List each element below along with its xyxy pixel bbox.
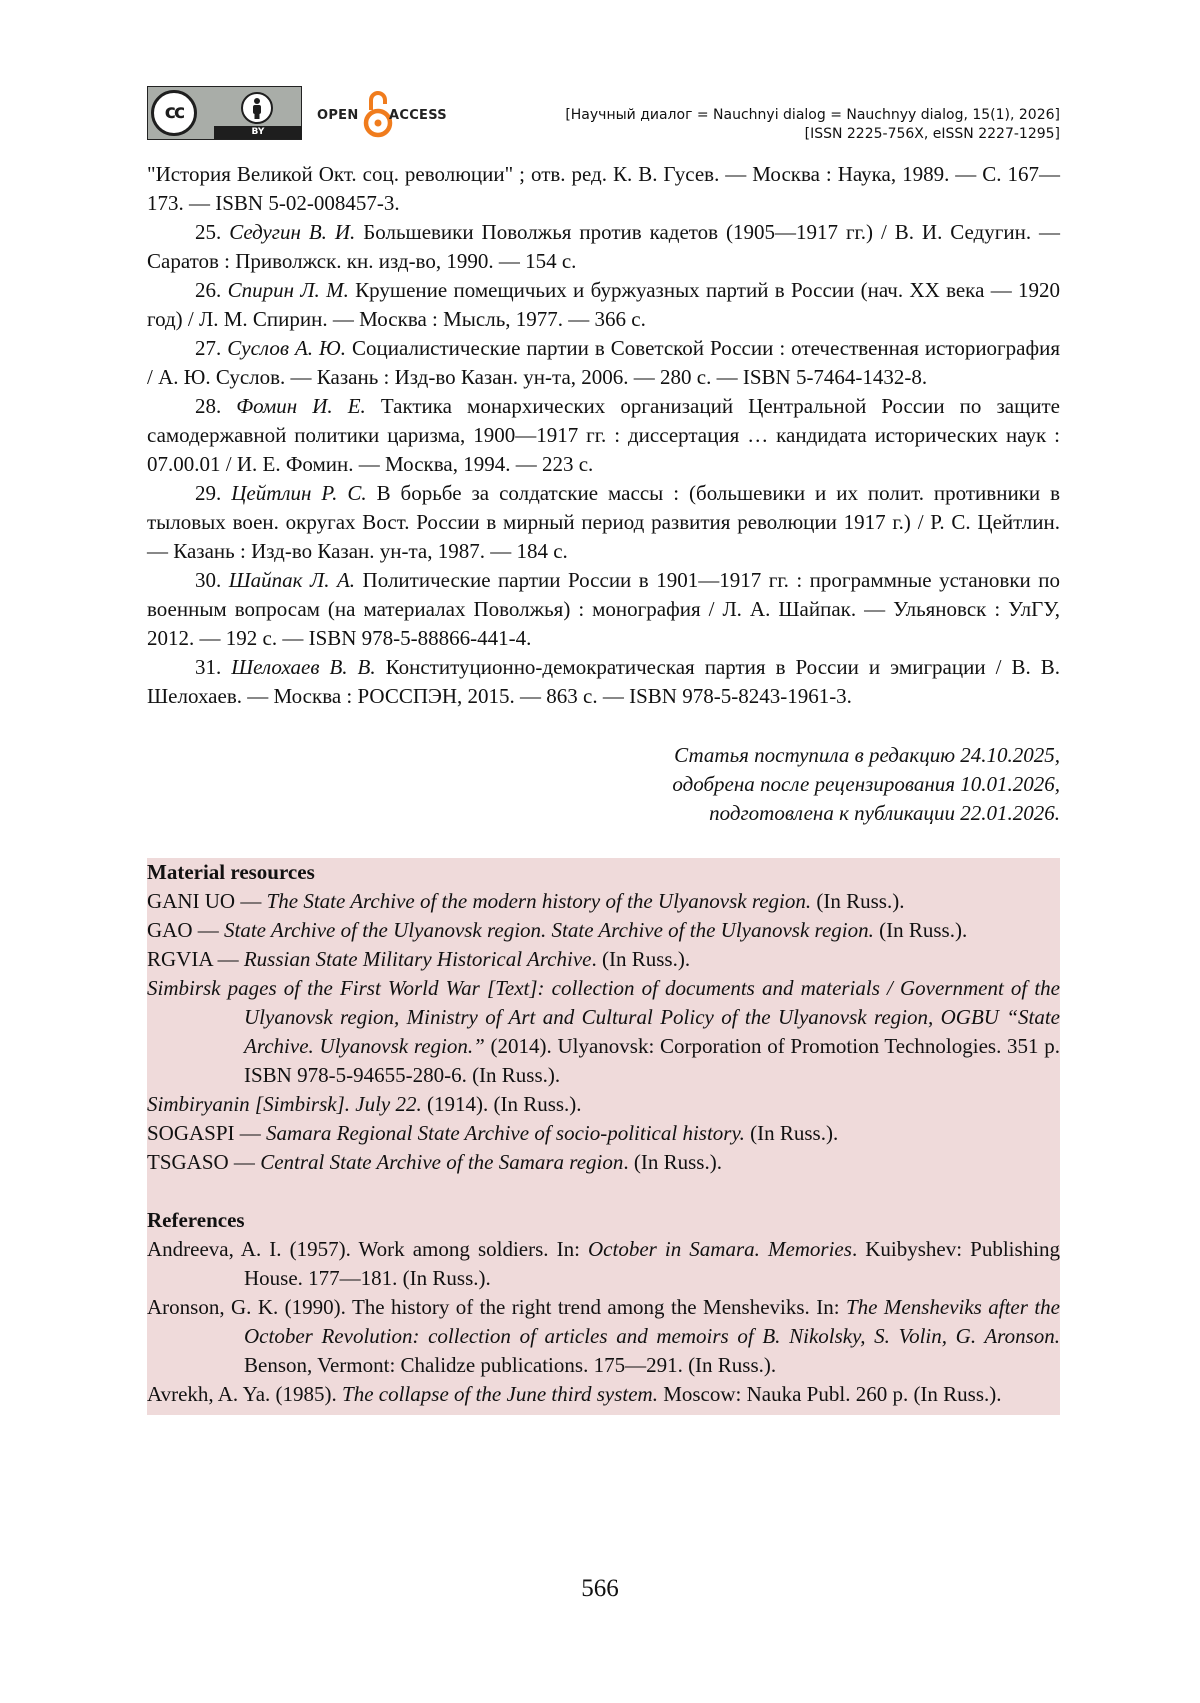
resource-item: SOGASPI — Samara Regional State Archive of socio-political history. (In Russ.). [147,1121,839,1145]
resource-item: Simbiryanin [Simbirsk]. July 22. (1914). (In Russ.). [147,1092,582,1116]
references-heading: References [147,1208,245,1232]
journal-citation [565,106,1060,144]
reference-item: 31. Шелохаев В. В. Конституционно-демократическая партия в России и эмиграции / В. В. Шелохаев. — Москва : РОССПЭН, 2015. — 863 с. — ISBN 978-5-8243-1961-3. [147,655,1060,708]
open-access-logo [317,86,467,140]
resource-item: RGVIA — Russian State Military Historical Archive. (In Russ.). [147,947,691,971]
resource-item: TSGASO — Central State Archive of the Samara region. (In Russ.). [147,1150,722,1174]
reference-item: 25. Седугин В. И. Большевики Поволжья против кадетов (1905—1917 гг.) / В. И. Седугин. — Саратов : Приволжск. кн. изд-во, 1990. — 154 с. [147,220,1061,273]
reference-item: 29. Цейтлин Р. С. В борьбе за солдатские массы : (большевики и их полит. противники в тыловых воен. округах Вост. России в мирный период развития революции 1917 г.) / Р. С. Цейтлин. — Казань : Изд-во Казан. ун-та, 1987. — 184 с. [147,481,1060,563]
resource-item: GAO — State Archive of the Ulyanovsk region. State Archive of the Ulyanovsk region. (In Russ.). [147,918,968,942]
open-access-access-text: ACCESS [389,108,447,123]
english-references-block [147,858,1060,1415]
person-icon [241,92,273,124]
section-gap [147,1177,1060,1206]
reference-item: 26. Спирин Л. М. Крушение помещичьих и буржуазных партий в России (нач. XX века — 1920 год) / Л. М. Спирин. — Москва : Мысль, 1977. — 366 с. [147,278,1061,331]
article-dates [147,741,1060,828]
approved-date: одобрена после рецензирования 10.01.2026, [672,772,1060,796]
reference-item: 27. Суслов А. Ю. Социалистические партии в Советской России : отечественная историография / А. Ю. Суслов. — Казань : Изд-во Казан. ун-та, 2006. — 280 с. — ISBN 5-7464-1432-8. [147,336,1060,389]
journal-line: [Научный диалог = Nauchnyi dialog = Nauchnyy dialog, 15(1), 2026] [565,107,1060,123]
by-label-strip: BY [214,126,302,139]
cc-icon: cc [151,90,197,136]
reference-item: 30. Шайпак Л. А. Политические партии России в 1901—1917 гг. : программные установки по военным вопросам (на материалах Поволжья) : монография / Л. А. Шайпак. — Ульяновск : УлГУ, 2012. — 192 с. — ISBN 978-5-88866-441-4. [147,568,1060,650]
material-resources-heading: Material resources [147,860,315,884]
page-header [147,86,1060,142]
reference-en-item: Andreeva, A. I. (1957). Work among soldiers. In: October in Samara. Memories. Kuibyshev: Publishing House. 177—181. (In Russ.). [147,1237,1061,1290]
reference-item: 28. Фомин И. Е. Тактика монархических организаций Центральной России по защите самодержавной политики царизма, 1900—1917 гг. : диссертация … кандидата исторических наук : 07.00.01 / И. Е. Фомин. — Москва, 1994. — 223 с. [147,394,1060,476]
reference-continuation: "История Великой Окт. соц. революции" ; отв. ред. К. В. Гусев. — Москва : Наука, 1989. — С. 167—173. — ISBN 5-02-008457-3. [147,162,1060,215]
resource-item: GANI UO — The State Archive of the modern history of the Ulyanovsk region. (In Russ.). [147,889,905,913]
cc-by-license-badge[interactable] [147,86,302,140]
issn-line: [ISSN 2225-756X, eISSN 2227-1295] [804,126,1060,142]
received-date: Статья поступила в редакцию 24.10.2025, [674,743,1060,767]
prepared-date: подготовлена к публикации 22.01.2026. [709,801,1060,825]
reference-en-item: Aronson, G. K. (1990). The history of the right trend among the Mensheviks. In: The Mensheviks after the October Revolution: collection of articles and memoirs of B. Nikolsky, S. Volin, G. Aronson. Benson, Vermont: Chalidze publications. 175—291. (In Russ.). [147,1295,1060,1377]
reference-en-item: Avrekh, A. Ya. (1985). The collapse of the June third system. Moscow: Nauka Publ. 260 p. (In Russ.). [147,1382,1002,1406]
resource-item: Simbirsk pages of the First World War [Text]: collection of documents and materials / Government of the Ulyanovsk region, Ministry of Art and Cultural Policy of the Ulyanovsk region, OGBU “State Archive. Ulyanovsk region.” (2014). Ulyanovsk: Corporation of Promotion Technologies. 351 p. ISBN 978-5-94655-280-6. (In Russ.). [147,976,1060,1087]
page-number: 566 [581,1575,619,1602]
page-body [147,86,1060,1415]
reference-list [147,160,1060,711]
open-access-open-text: OPEN [317,108,359,123]
